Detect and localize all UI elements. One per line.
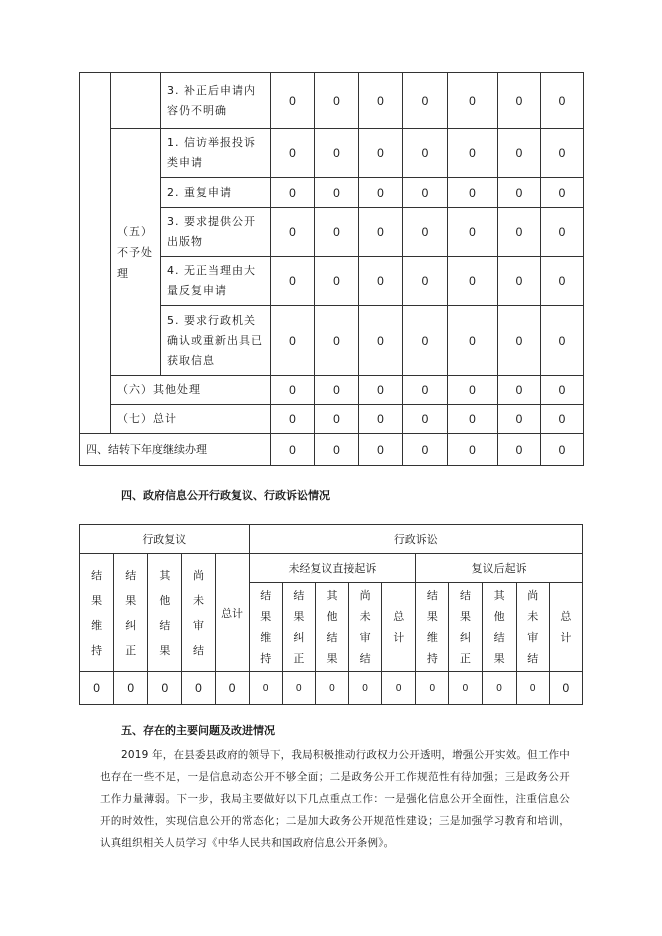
cell: 0 [498,405,541,434]
header-cell: 行政诉讼 [249,525,582,554]
row-label: 5. 要求行政机关确认或重新出具已获取信息 [161,306,271,376]
table-row [80,376,584,405]
cell: 0 [403,376,448,405]
row-label: 4. 无正当理由大量反复申请 [161,257,271,306]
header-cell: 结果维持 [80,554,114,672]
table-row [80,672,583,705]
cell: 0 [271,306,315,376]
cell: 0 [448,178,498,208]
cell: 0 [498,257,541,306]
header-cell: 结果维持 [416,583,449,672]
cell: 0 [498,306,541,376]
section-title: 五、存在的主要问题及改进情况 [121,724,275,737]
cell: 0 [541,129,584,178]
row-label: 2. 重复申请 [161,178,271,208]
header-cell: 总计 [215,554,249,672]
cell: 0 [498,178,541,208]
cell: 0 [80,672,114,705]
table-row [80,554,583,583]
table-row [80,73,584,129]
header-cell: 结果纠正 [449,583,482,672]
cell: 0 [271,73,315,129]
cell: 0 [448,208,498,257]
cell: 0 [315,376,359,405]
cell: 0 [315,434,359,466]
cell: 0 [182,672,215,705]
cell: 0 [148,672,182,705]
cell: 0 [541,257,584,306]
cell: 0 [271,257,315,306]
cell: 0 [498,129,541,178]
cell: 0 [498,73,541,129]
cell: 0 [359,376,403,405]
cell: 0 [449,672,482,705]
processing-results-table [79,72,584,466]
cell: 0 [498,434,541,466]
header-cell: 结果维持 [249,583,282,672]
cell: 0 [416,672,449,705]
cell: 0 [403,129,448,178]
header-cell: 结果纠正 [114,554,148,672]
cell: 0 [403,306,448,376]
cell: 0 [349,672,382,705]
cell: 0 [448,434,498,466]
header-cell: 总计 [382,583,416,672]
header-cell: 复议后起诉 [416,554,583,583]
row-label: 3. 要求提供公开出版物 [161,208,271,257]
cell: 0 [403,178,448,208]
table-row [80,129,584,178]
cell: 0 [359,434,403,466]
header-cell: 总计 [549,583,582,672]
header-cell: 尚未审结 [182,554,215,672]
review-litigation-table [79,524,583,705]
cell: 0 [271,405,315,434]
header-cell: 尚未审结 [516,583,549,672]
header-cell: 结果纠正 [282,583,315,672]
cell: 0 [315,73,359,129]
cell: 0 [271,208,315,257]
header-cell: 未经复议直接起诉 [249,554,416,583]
cell: 0 [541,178,584,208]
header-cell: 其他结果 [148,554,182,672]
row-label: （七）总计 [111,405,271,434]
cell: 0 [359,257,403,306]
cell: 0 [403,257,448,306]
cell: 0 [482,672,516,705]
cell: 0 [249,672,282,705]
cell: 0 [315,208,359,257]
row-label: 3. 补正后申请内容仍不明确 [161,73,271,129]
cell: 0 [448,306,498,376]
cell: 0 [315,178,359,208]
cell: 0 [359,178,403,208]
cell: 0 [498,208,541,257]
cell: 0 [359,306,403,376]
row-label: 1. 信访举报投诉类申请 [161,129,271,178]
cell: 0 [382,672,416,705]
header-cell: 其他结果 [315,583,348,672]
cell: 0 [448,129,498,178]
cell: 0 [359,405,403,434]
group-label: （五）不予处理 [111,129,161,376]
cell: 0 [541,208,584,257]
cell: 0 [315,405,359,434]
cell: 0 [359,208,403,257]
table-row [80,405,584,434]
row-label: 四、结转下年度继续办理 [80,434,271,466]
header-cell: 尚未审结 [349,583,382,672]
cell: 0 [315,129,359,178]
cell: 0 [315,306,359,376]
cell: 0 [498,376,541,405]
cell: 0 [315,672,348,705]
outer-blank-cell [80,73,111,434]
cell: 0 [271,129,315,178]
cell: 0 [359,129,403,178]
cell: 0 [271,376,315,405]
table-row [80,525,583,554]
cell: 0 [282,672,315,705]
cell: 0 [114,672,148,705]
header-cell: 其他结果 [482,583,516,672]
cell: 0 [516,672,549,705]
header-cell: 行政复议 [80,525,250,554]
cell: 0 [403,73,448,129]
cell: 0 [403,208,448,257]
cell: 0 [448,376,498,405]
cell: 0 [271,434,315,466]
cell: 0 [549,672,582,705]
cell: 0 [315,257,359,306]
blank-cell [111,73,161,129]
cell: 0 [448,257,498,306]
row-label: （六）其他处理 [111,376,271,405]
body-paragraph: 2019 年，在县委县政府的领导下，我局积极推动行政权力公开透明，增强公开实效。但工作中也存在一些不足，一是信息动态公开不够全面；二是政务公开工作规范性有待加强；三是政务公开工作力量薄弱。下一步，我局主要做好以下几点重点工作：一是强化信息公开全面性，注重信息公开的时效性，实现信息公开的常态化；二是加大政务公开规范性建设；三是加强学习教育和培训，认真组织相关人员学习《中华人民共和国政府信息公开条例》。 [100,749,570,849]
cell: 0 [215,672,249,705]
cell: 0 [403,405,448,434]
cell: 0 [448,405,498,434]
cell: 0 [403,434,448,466]
cell: 0 [541,73,584,129]
cell: 0 [271,178,315,208]
cell: 0 [448,73,498,129]
cell: 0 [541,405,584,434]
table-row [80,434,584,466]
section-title: 四、政府信息公开行政复议、行政诉讼情况 [121,489,330,502]
cell: 0 [541,306,584,376]
cell: 0 [541,376,584,405]
cell: 0 [541,434,584,466]
cell: 0 [359,73,403,129]
